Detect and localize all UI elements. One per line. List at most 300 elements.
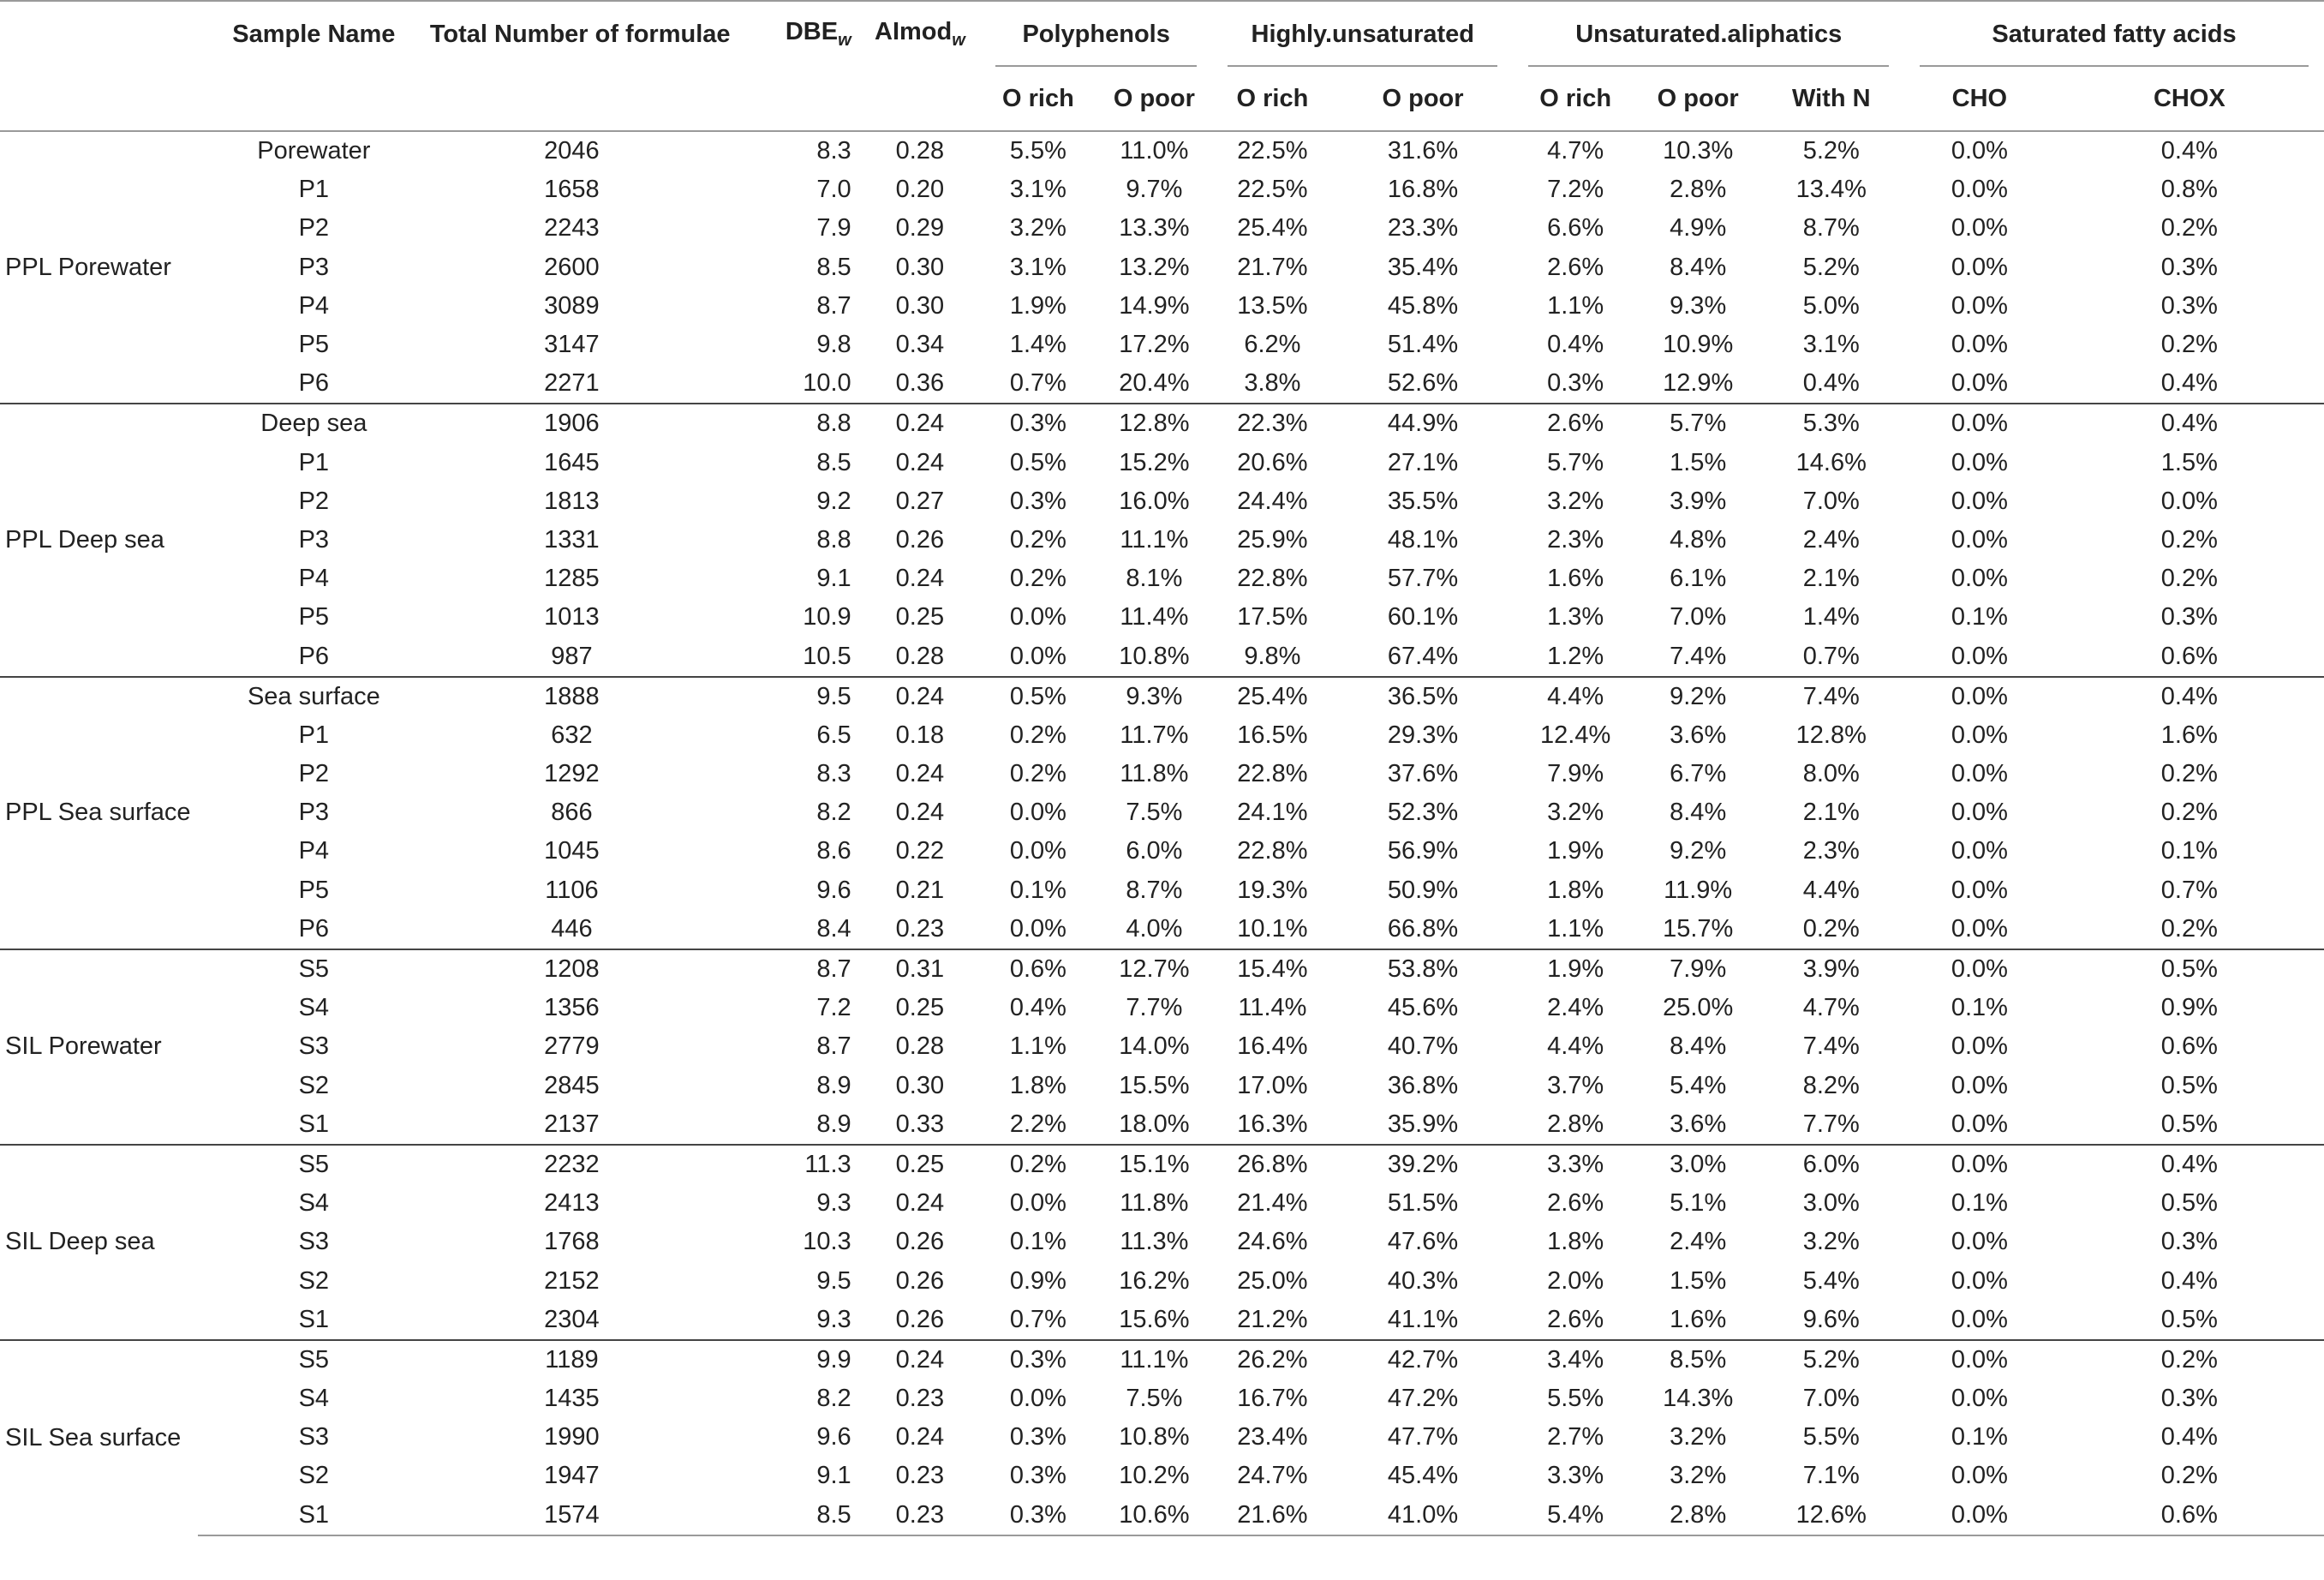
table-row [0,444,2324,482]
cell-ua-o-poor: 5.7% [1638,404,1759,443]
cell-ua-o-poor: 25.0% [1663,994,1734,1022]
cell-hu-o-poor: 47.7% [1387,1423,1459,1451]
cell-hu-o-poor: 52.3% [1387,799,1459,827]
cell-hu-o-rich: 19.3% [1237,876,1308,904]
cell-sfa-cho: 0.0% [1951,760,2008,788]
group-label: PPL Porewater [5,253,171,281]
cell-ua-o-poor: 2.4% [1670,1228,1727,1256]
cell-sfa-chox: 0.5% [2160,1305,2218,1333]
cell-ua-o-rich: 3.2% [1547,487,1604,515]
cell-sample-name: P1 [298,176,330,204]
cell-ua-o-poor: 7.0% [1670,603,1727,631]
cell-sfa-cho: 0.0% [1951,369,2008,398]
cell-poly-o-poor: 7.5% [1126,1385,1183,1413]
cell-ua-with-n: 8.0% [1802,760,1860,788]
cell-dbe: 8.8 [816,525,851,554]
cell-total-formulae: 2271 [544,369,600,398]
cell-sample-name: P2 [298,487,330,515]
cell-dbe: 9.8 [816,331,851,359]
cell-ua-o-poor: 9.3% [1670,291,1727,320]
cell-sample-name: P6 [298,642,330,670]
cell-ua-o-rich: 2.4% [1547,994,1604,1022]
cell-poly-o-poor: 11.8% [1120,760,1189,788]
cell-ua-o-poor: 4.8% [1670,525,1727,554]
cell-hu-o-poor: 41.0% [1333,1496,1514,1535]
cell-poly-o-poor: 13.3% [1119,214,1190,242]
cell-sfa-cho: 0.0% [1951,1110,2008,1138]
table-row [0,1301,2324,1340]
cell-total-formulae: 2413 [544,1189,600,1218]
cell-dbe: 8.4 [816,914,851,943]
cell-sfa-chox: 0.2% [2160,331,2218,359]
cell-hu-o-rich: 22.5% [1237,137,1308,165]
cell-sfa-chox: 0.4% [2160,137,2218,165]
cell-sfa-chox: 0.2% [2160,1462,2218,1490]
cell-sample-name: S4 [298,1189,330,1218]
group-label: SIL Sea surface [0,1340,198,1535]
table-row [0,1418,2324,1457]
cell-poly-o-poor: 10.8% [1119,642,1190,670]
cell-sfa-chox: 0.5% [2160,1189,2218,1218]
cell-poly-o-poor: 8.1% [1126,565,1183,593]
cell-poly-o-rich: 0.0% [1009,799,1066,827]
cell-dbe: 10.0 [803,369,851,398]
cell-total-formulae: 1947 [544,1462,600,1490]
cell-poly-o-rich: 0.1% [1009,876,1066,904]
cell-poly-o-poor: 18.0% [1119,1110,1190,1138]
cell-ua-with-n: 2.1% [1802,799,1860,827]
cell-ua-with-n: 3.1% [1802,331,1860,359]
cell-sample-name: S1 [198,1496,430,1535]
cell-ua-o-poor: 6.7% [1670,760,1727,788]
cell-poly-o-poor: 6.0% [1126,837,1183,865]
cell-dbe: 8.5 [816,448,851,476]
cell-ua-o-rich: 1.2% [1547,642,1604,670]
cell-ua-with-n: 4.7% [1802,994,1860,1022]
cell-sfa-chox: 0.5% [2160,1071,2218,1099]
unsaturated-aliphatics-underline [1528,65,1889,67]
table-row [0,871,2324,910]
cell-hu-o-poor: 35.4% [1387,253,1459,281]
cell-dbe: 9.1 [816,1462,851,1490]
cell-sfa-chox: 0.4% [2160,1423,2218,1451]
cell-ua-with-n: 12.8% [1795,721,1867,749]
cell-dbe: 9.5 [816,1266,851,1295]
cell-dbe: 8.2 [816,1385,851,1413]
subheader-ua-o-rich: O rich [1539,84,1612,112]
cell-ua-with-n: 0.7% [1802,642,1860,670]
cell-ua-o-rich: 4.4% [1547,1032,1604,1061]
cell-hu-o-poor: 47.2% [1387,1385,1459,1413]
cell-sfa-cho: 0.0% [1951,291,2008,320]
cell-aimod: 0.21 [895,876,945,904]
cell-poly-o-rich: 0.0% [1009,603,1066,631]
table-row [0,989,2324,1027]
cell-sample-name: S2 [298,1462,330,1490]
cell-sfa-chox: 0.2% [2055,1340,2324,1380]
cell-sfa-cho: 0.0% [1904,677,2055,716]
cell-sfa-cho: 0.0% [1904,1145,2055,1184]
group-label: SIL Deep sea [0,1145,198,1340]
cell-aimod: 0.34 [895,331,945,359]
cell-hu-o-poor: 67.4% [1387,642,1459,670]
cell-sfa-cho: 0.0% [1951,214,2008,242]
table-row [0,482,2324,521]
cell-sfa-cho: 0.0% [1951,1071,2008,1099]
dbe-label: DBE [785,18,839,46]
cell-ua-o-rich: 7.9% [1547,760,1604,788]
cell-dbe: 9.3 [816,1305,851,1333]
cell-hu-o-poor: 27.1% [1387,448,1459,476]
cell-hu-o-rich: 25.4% [1237,214,1308,242]
cell-total-formulae: 3089 [544,291,600,320]
cell-ua-with-n: 8.7% [1802,214,1860,242]
cell-hu-o-rich: 17.5% [1237,603,1308,631]
cell-ua-o-rich: 3.7% [1547,1071,1604,1099]
cell-ua-o-rich: 2.8% [1547,1110,1604,1138]
cell-ua-o-rich: 2.3% [1547,525,1604,554]
cell-ua-o-rich: 7.2% [1547,176,1604,204]
cell-total-formulae: 1292 [544,760,600,788]
cell-dbe: 7.9 [816,214,851,242]
cell-ua-with-n: 3.2% [1802,1228,1860,1256]
cell-ua-with-n: 7.7% [1802,1110,1860,1138]
cell-ua-o-rich: 1.3% [1547,603,1604,631]
cell-hu-o-rich: 25.0% [1237,1266,1308,1295]
table-row [0,209,2324,248]
cell-total-formulae: 1574 [430,1496,714,1535]
cell-hu-o-rich: 3.8% [1244,369,1301,398]
header-unsaturated-aliphatics [1513,1,1904,67]
cell-hu-o-poor: 40.3% [1387,1266,1459,1295]
cell-ua-with-n: 12.6% [1758,1496,1904,1535]
cell-poly-o-rich: 0.5% [980,677,1096,716]
cell-aimod: 0.25 [895,994,945,1022]
cell-dbe: 9.3 [816,1189,851,1218]
cell-poly-o-rich: 0.3% [980,1340,1096,1380]
cell-ua-with-n: 7.1% [1802,1462,1860,1490]
cell-hu-o-rich: 22.8% [1237,837,1308,865]
cell-sfa-cho: 0.0% [1951,837,2008,865]
cell-sample-name: P4 [298,837,330,865]
group-label: PPL Sea surface [0,677,198,949]
cell-sample-name: S3 [298,1423,330,1451]
table-row [0,1496,2324,1535]
cell-dbe: 8.6 [816,837,851,865]
cell-hu-o-poor: 35.9% [1387,1110,1459,1138]
cell-ua-with-n: 1.4% [1802,603,1860,631]
cell-dbe: 6.5 [816,721,851,749]
cell-hu-o-poor: 52.6% [1387,369,1459,398]
cell-hu-o-poor: 23.3% [1387,214,1459,242]
cell-sfa-chox: 0.7% [2160,876,2218,904]
cell-sample-name: P5 [298,331,330,359]
cell-sfa-chox: 0.0% [2160,487,2218,515]
cell-ua-with-n: 5.2% [1758,1340,1904,1380]
cell-aimod: 0.28 [895,137,945,165]
cell-ua-with-n: 3.9% [1758,949,1904,989]
header-aimod [860,1,981,67]
cell-ua-o-rich: 1.1% [1547,291,1604,320]
cell-sfa-cho: 0.0% [1951,1266,2008,1295]
cell-ua-o-rich: 1.1% [1547,914,1604,943]
cell-sample-name: P4 [298,565,330,593]
cell-aimod: 0.28 [895,642,945,670]
cell-aimod: 0.36 [895,369,945,398]
cell-hu-o-rich: 24.6% [1237,1228,1308,1256]
cell-sample-name: P1 [298,448,330,476]
cell-poly-o-poor: 10.8% [1119,1423,1190,1451]
cell-poly-o-rich: 0.5% [1009,448,1066,476]
cell-poly-o-poor: 10.6% [1096,1496,1213,1535]
cell-ua-with-n: 5.4% [1802,1266,1860,1295]
cell-sample-name: S4 [298,994,330,1022]
cell-sfa-chox: 0.4% [2055,1145,2324,1184]
cell-sfa-chox: 0.5% [2160,1110,2218,1138]
cell-hu-o-rich: 23.4% [1237,1423,1308,1451]
cell-poly-o-poor: 15.6% [1119,1305,1190,1333]
cell-dbe: 8.5 [816,253,851,281]
polyphenols-label: Polyphenols [1022,20,1170,48]
cell-poly-o-rich: 0.3% [980,1496,1096,1535]
cell-ua-o-rich: 2.0% [1547,1266,1604,1295]
cell-ua-o-poor: 10.3% [1663,137,1734,165]
cell-ua-o-rich: 4.4% [1513,677,1638,716]
cell-aimod: 0.26 [895,525,945,554]
cell-ua-o-poor: 8.5% [1638,1340,1759,1380]
cell-dbe: 9.5 [714,677,860,716]
cell-total-formulae: 2152 [544,1266,600,1295]
cell-poly-o-poor: 9.3% [1096,677,1213,716]
cell-aimod: 0.28 [895,1032,945,1061]
table-row [0,716,2324,755]
cell-ua-o-poor: 7.9% [1638,949,1759,989]
cell-total-formulae: 3147 [544,331,600,359]
cell-hu-o-poor: 36.8% [1387,1071,1459,1099]
cell-aimod: 0.26 [895,1228,945,1256]
cell-aimod: 0.29 [895,214,945,242]
cell-ua-o-poor: 3.2% [1670,1423,1727,1451]
cell-total-formulae: 1045 [544,837,600,865]
cell-sfa-chox: 0.4% [2055,677,2324,716]
cell-poly-o-rich: 2.2% [1009,1110,1066,1138]
cell-ua-with-n: 14.6% [1795,448,1867,476]
table-row [0,1340,2324,1380]
cell-poly-o-poor: 11.0% [1120,137,1189,165]
cell-sfa-chox: 0.2% [2160,799,2218,827]
cell-total-formulae: 1106 [545,876,599,904]
cell-ua-o-poor: 8.4% [1670,253,1727,281]
table-row [0,755,2324,793]
cell-sample-name: S3 [298,1032,330,1061]
cell-sfa-chox: 0.2% [2160,914,2218,943]
table-row [0,364,2324,404]
cell-dbe: 8.9 [816,1110,851,1138]
cell-ua-o-poor: 3.9% [1670,487,1727,515]
cell-total-formulae: 1768 [544,1228,600,1256]
cell-ua-o-poor: 7.4% [1670,642,1727,670]
cell-poly-o-rich: 1.1% [1009,1032,1066,1061]
cell-hu-o-poor: 41.1% [1387,1305,1459,1333]
cell-poly-o-poor: 13.2% [1119,253,1190,281]
cell-hu-o-rich: 26.8% [1212,1145,1333,1184]
cell-ua-with-n: 5.3% [1758,404,1904,443]
cell-poly-o-rich: 0.3% [1009,1462,1066,1490]
cell-ua-o-poor: 12.9% [1663,369,1734,398]
cell-total-formulae: 866 [551,799,593,827]
cell-hu-o-rich: 11.4% [1238,994,1307,1022]
cell-total-formulae: 2845 [544,1071,600,1099]
table-row [0,1067,2324,1105]
cell-hu-o-rich: 15.4% [1212,949,1333,989]
cell-ua-with-n: 3.0% [1802,1189,1860,1218]
cell-ua-o-poor: 9.2% [1638,677,1759,716]
table-row [0,404,2324,443]
cell-aimod: 0.24 [895,799,945,827]
header-total-formulae: Total Number of formulae [429,20,731,48]
cell-total-formulae: 2046 [544,137,600,165]
cell-total-formulae: 987 [551,642,593,670]
cell-poly-o-poor: 11.1% [1096,1340,1213,1380]
cell-sfa-cho: 0.1% [1951,1423,2008,1451]
cell-sfa-chox: 0.3% [2160,1385,2218,1413]
cell-aimod: 0.24 [895,448,945,476]
cell-sfa-cho: 0.0% [1951,1228,2008,1256]
cell-ua-o-rich: 5.5% [1547,1385,1604,1413]
table-row [0,910,2324,949]
cell-sfa-chox: 1.5% [2160,448,2218,476]
cell-poly-o-rich: 0.2% [1009,525,1066,554]
cell-hu-o-poor: 56.9% [1387,837,1459,865]
table-row [0,1380,2324,1418]
cell-poly-o-poor: 16.0% [1119,487,1190,515]
cell-sample-name: Deep sea [198,404,430,443]
cell-hu-o-poor: 57.7% [1387,565,1459,593]
cell-ua-o-poor: 10.9% [1663,331,1734,359]
cell-poly-o-poor: 11.1% [1120,525,1189,554]
cell-poly-o-rich: 0.0% [1009,837,1066,865]
cell-ua-with-n: 2.1% [1802,565,1860,593]
cell-dbe: 8.3 [816,137,851,165]
cell-total-formulae: 1658 [544,176,600,204]
cell-aimod: 0.30 [895,1071,945,1099]
cell-poly-o-rich: 0.1% [1009,1228,1066,1256]
cell-sample-name: S5 [198,1340,430,1380]
cell-hu-o-poor: 29.3% [1387,721,1459,749]
cell-aimod: 0.23 [895,1385,945,1413]
cell-hu-o-rich: 16.3% [1237,1110,1308,1138]
cell-hu-o-rich: 24.1% [1237,799,1308,827]
cell-aimod: 0.27 [895,487,945,515]
cell-sample-name: P5 [298,603,330,631]
table-row [0,1457,2324,1495]
cell-sample-name: P6 [298,914,330,943]
cell-total-formulae: 1645 [544,448,600,476]
cell-sfa-chox: 0.9% [2160,994,2218,1022]
cell-ua-o-poor: 6.1% [1670,565,1727,593]
cell-poly-o-poor: 14.0% [1119,1032,1190,1061]
cell-sample-name: S1 [298,1305,330,1333]
cell-poly-o-rich: 0.2% [1009,721,1066,749]
cell-total-formulae: 1888 [430,677,714,716]
subheader-hu-o-rich: O rich [1236,84,1309,112]
cell-poly-o-poor: 11.8% [1120,1189,1189,1218]
header-highly-unsaturated [1212,1,1513,67]
cell-aimod: 0.30 [895,253,945,281]
cell-hu-o-rich: 25.4% [1212,677,1333,716]
unsaturated-aliphatics-label: Unsaturated.aliphatics [1575,20,1843,48]
table-row [0,1145,2324,1184]
subheader-ua-o-poor: O poor [1657,84,1739,112]
cell-sfa-chox: 0.1% [2160,837,2218,865]
cell-dbe: 10.9 [803,603,851,631]
cell-sfa-cho: 0.0% [1951,642,2008,670]
cell-ua-o-poor: 8.4% [1670,799,1727,827]
cell-aimod: 0.24 [860,404,981,443]
cell-poly-o-rich: 0.3% [980,404,1096,443]
group-label: SIL Porewater [0,949,198,1145]
cell-poly-o-rich: 0.2% [1009,565,1066,593]
cell-ua-o-rich: 0.3% [1547,369,1604,398]
cell-ua-with-n: 2.4% [1802,525,1860,554]
cell-total-formulae: 1285 [544,565,600,593]
cell-ua-o-rich: 6.6% [1547,214,1604,242]
cell-ua-o-poor: 1.6% [1670,1305,1727,1333]
cell-ua-o-poor: 1.5% [1670,448,1727,476]
cell-total-formulae: 1331 [544,525,600,554]
cell-ua-o-rich: 1.9% [1547,837,1604,865]
aimod-subscript: w [952,30,965,50]
cell-ua-o-rich: 5.4% [1513,1496,1638,1535]
cell-aimod: 0.24 [860,677,981,716]
cell-sfa-chox: 0.2% [2160,525,2218,554]
cell-sfa-cho: 0.0% [1951,487,2008,515]
cell-hu-o-poor: 45.8% [1387,291,1459,320]
cell-hu-o-poor: 47.6% [1387,1228,1459,1256]
cell-sample-name: P3 [298,799,330,827]
cell-poly-o-rich: 3.2% [1009,214,1066,242]
cell-poly-o-poor: 4.0% [1126,914,1183,943]
cell-hu-o-rich: 22.8% [1237,760,1308,788]
cell-ua-with-n: 0.4% [1802,369,1860,398]
cell-ua-with-n: 5.2% [1802,253,1860,281]
cell-dbe: 7.2 [816,994,851,1022]
cell-hu-o-rich: 22.3% [1212,404,1333,443]
cell-aimod: 0.33 [895,1110,945,1138]
cell-poly-o-rich: 0.7% [1009,369,1066,398]
cell-dbe: 8.7 [816,1032,851,1061]
cell-aimod: 0.24 [895,565,945,593]
cell-aimod: 0.23 [895,914,945,943]
cell-poly-o-poor: 17.2% [1119,331,1190,359]
cell-hu-o-poor: 66.8% [1387,914,1459,943]
cell-hu-o-rich: 13.5% [1237,291,1308,320]
aimod-label: AImod [875,18,953,46]
cell-sfa-cho: 0.0% [1951,176,2008,204]
cell-dbe: 9.2 [816,487,851,515]
cell-poly-o-poor: 11.3% [1120,1228,1189,1256]
cell-dbe: 10.5 [803,642,851,670]
cell-total-formulae: 2304 [544,1305,600,1333]
cell-sfa-cho: 0.0% [1904,1496,2055,1535]
cell-total-formulae: 446 [551,914,593,943]
cell-dbe: 8.7 [714,949,860,989]
cell-sfa-cho: 0.0% [1951,1032,2008,1061]
cell-sfa-cho: 0.0% [1951,1462,2008,1490]
table-row [0,131,2324,171]
cell-poly-o-poor: 7.7% [1126,994,1183,1022]
cell-dbe: 8.5 [714,1496,860,1535]
